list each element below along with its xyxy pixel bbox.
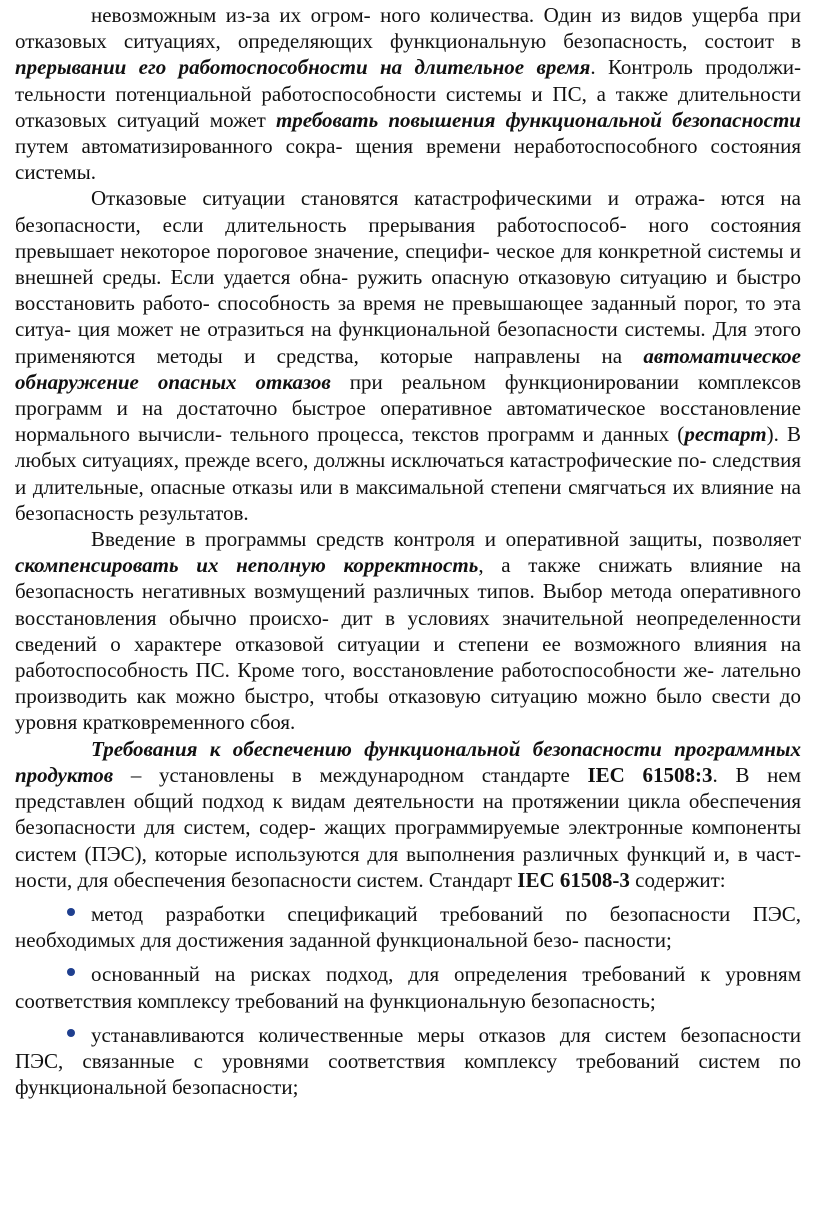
p2-text-3: ). В любых ситуациях, прежде всего, должны исключаться катастрофические по- следствия и длительные, опасные отказы или в максимальной степени смягчаться их влияние на безопасность результатов. (15, 422, 802, 525)
p3-text-1: Введение в программы средств контроля и оперативной защиты, позволяет (91, 527, 801, 552)
p4-text-1: – установлены в международном стандарте (113, 762, 588, 787)
p2-text-1: Отказовые ситуации становятся катастрофическими и отража- ются на безопасности, если длительность прерывания работоспособ- ного состояния превышает некоторое пороговое значение, специфи- ческое для конкретной системы и внешней среды. Если удается обна- ружить опасную отказовую ситуацию и быстро восстановить работо- способность за время не превышающее заданный порог, то эта ситуа- ция может не отразиться на функциональной безопасности системы. Для этого применяются методы и средства, которые направлены на (15, 186, 801, 368)
list-item-text: устанавливаются количественные меры отказов для систем безопасности ПЭС, связанные с уровнями соответствия комплексу требований систем по функциональной безопасности; (15, 1022, 801, 1100)
list-item-text: основанный на рисках подход, для определения требований к уровням соответствия комплексу требований на функциональную безопасность; (15, 962, 801, 1013)
p1-text-1: невозможным из-за их огром- ного количества. Один из видов ущерба при отказовых ситуациях, определяющих функциональную безопасность, состоит в (15, 3, 801, 54)
p1-emphasis-2: требовать повышения функциональной безопасности (275, 107, 801, 132)
p4-text-2: . В нем представлен общий подход к видам деятельности на протяжении цикла обеспечения безопасности для систем, содер- жащих программируемые электронные компоненты систем (ПЭС), которые используются для выполнения различных функций и, в част- ности, для обеспечения безопасности систем. Стандарт (15, 762, 801, 892)
p1-text-3: путем автоматизированного сокра- щения времени неработоспособного состояния системы. (15, 134, 801, 185)
list-item (15, 1022, 801, 1101)
p3-emphasis-1: скомпенсировать их неполную корректность (15, 553, 479, 578)
p4-emphasis-1: Требования к обеспечению функциональной безопасности программных продуктов (15, 736, 801, 787)
p4-text-3: содержит: (629, 867, 726, 892)
paragraph-4 (15, 736, 801, 893)
paragraph-3 (15, 526, 801, 736)
p4-standard-2: IEC 61508-3 (517, 867, 630, 892)
p1-text-2: . Контроль продолжи- тельности потенциальной работоспособности системы и ПС, а также длительности отказовых ситуаций может (15, 55, 801, 132)
paragraph-2 (15, 185, 801, 526)
p2-text-2: при реальном функционировании комплексов программ и на достаточно быстрое оперативное автоматическое восстановление нормального вычисли- тельного процесса, текстов программ и данных ( (15, 369, 801, 447)
p3-text-2: , а также снижать влияние на безопасность негативных возмущений различных типов. Выбор метода оперативного восстановления обычно происхо- дит в условиях значительной неопределенности сведений о характере отказовой ситуации и степени ее возможного влияния на работоспособность ПС. Кроме того, восстановление работоспособности же- лательно производить как можно быстро, чтобы отказовую ситуацию можно было свести до уровня кратковременного сбоя. (15, 553, 802, 735)
p4-standard-1: IEC 61508:3 (587, 762, 713, 787)
p2-emphasis-2: рестарт (684, 422, 767, 447)
list-item (15, 961, 801, 1013)
paragraph-1 (15, 2, 801, 185)
list-item-text: метод разработки спецификаций требований по безопасности ПЭС, необходимых для достижения заданной функциональной безо- пасности; (15, 901, 801, 953)
p2-emphasis-1: автоматическое обнаружение опасных отказов (15, 343, 801, 394)
p1-emphasis-1: прерывании его работоспособности на длительное время (15, 55, 591, 80)
list-item (15, 901, 801, 953)
document-page (15, 2, 801, 1108)
requirements-list (15, 901, 801, 1100)
